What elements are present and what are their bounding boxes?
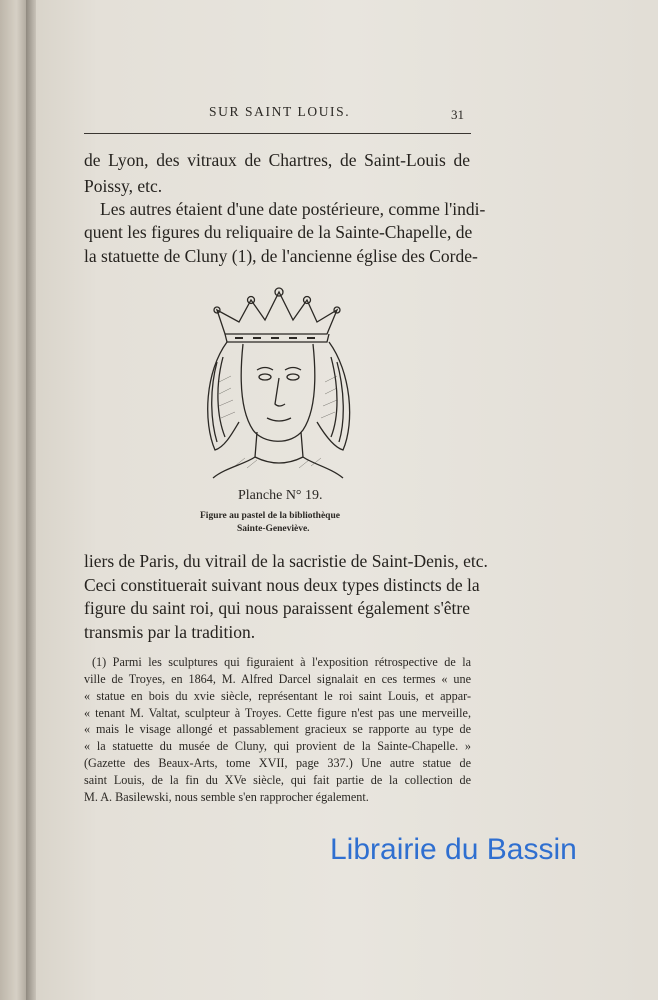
footnote-line: « la statuette du musée de Cluny, qui provient de la Sainte-Chapelle. » (84, 739, 471, 753)
body-line: transmis par la tradition. (84, 622, 256, 642)
footnote-line: ville de Troyes, en 1864, M. Alfred Darcel signalait en ces termes « une (84, 672, 471, 686)
footnote-line: M. A. Basilewski, nous semble s'en rapprocher également. (84, 790, 369, 804)
body-line: de Lyon, des vitraux de Chartres, de Saint-Louis de (84, 150, 470, 170)
body-line: figure du saint roi, qui nous paraissent également s'être (84, 598, 470, 618)
body-line: liers de Paris, du vitrail de la sacristie de Saint-Denis, etc. (84, 551, 488, 571)
body-line: Ceci constituerait suivant nous deux types distincts de la (84, 575, 480, 595)
header-rule (84, 133, 471, 134)
footnote-line: (Gazette des Beaux-Arts, tome XVII, page 337.) Une autre statue de (84, 756, 471, 770)
plate-caption: Sainte-Geneviève. (237, 524, 310, 534)
footnote-line: (1) Parmi les sculptures qui figuraient à l'exposition rétrospective de la (92, 655, 471, 669)
body-line: Poissy, etc. (84, 176, 163, 196)
footnote-line: « statue en bois du xvie siècle, représentant le roi saint Louis, et appar- (84, 689, 471, 703)
plate-title: Planche N° 19. (238, 488, 323, 503)
watermark: Librairie du Bassin (330, 833, 577, 866)
body-line: la statuette de Cluny (1), de l'ancienne église des Corde- (84, 246, 478, 266)
page-number: 31 (451, 107, 464, 122)
portrait-engraving (195, 282, 360, 482)
footnote-line: « mais le visage allongé et passablement gracieux se rapporte au type de (84, 722, 471, 736)
body-line: quent les figures du reliquaire de la Sainte-Chapelle, de (84, 222, 473, 242)
running-title: SUR SAINT LOUIS. (209, 104, 351, 119)
footnote-line: « tenant M. Valtat, sculpteur à Troyes. Cette figure n'est pas une merveille, (84, 706, 471, 720)
footnote-line: saint Louis, de la fin du XVe siècle, qui fait partie de la collection de (84, 773, 471, 787)
plate-caption: Figure au pastel de la bibliothèque (200, 511, 340, 521)
body-line: Les autres étaient d'une date postérieure, comme l'indi- (100, 199, 486, 219)
